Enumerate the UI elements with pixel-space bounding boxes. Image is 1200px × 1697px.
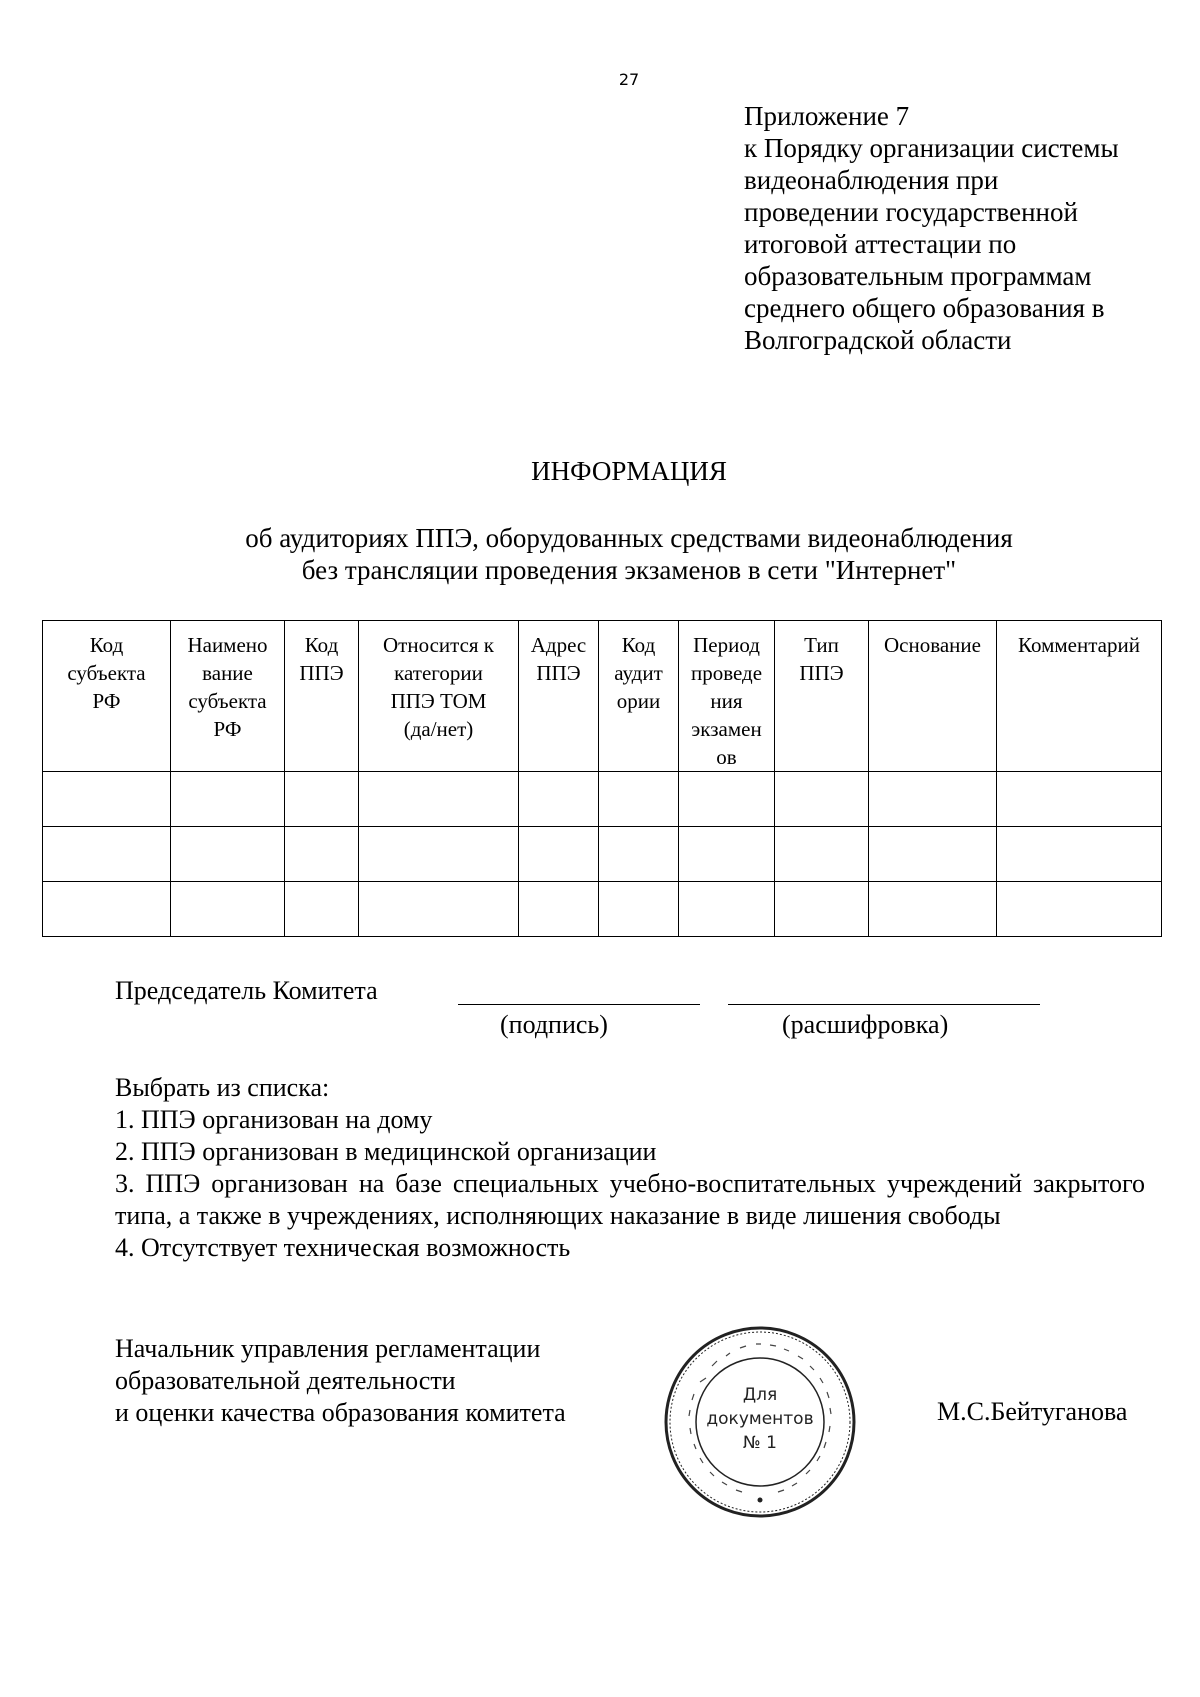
table-cell[interactable] <box>679 827 775 882</box>
choice-list-heading: Выбрать из списка: <box>115 1073 330 1102</box>
official-stamp <box>660 1322 860 1522</box>
header-subject-code: Код субъекта РФ <box>43 621 171 772</box>
signature-caption: (подпись) <box>500 1010 608 1039</box>
document-subtitle <box>0 522 1200 586</box>
choice-list <box>115 1072 1145 1264</box>
table-row <box>43 772 1162 827</box>
table-cell[interactable] <box>679 772 775 827</box>
table-cell[interactable] <box>869 882 997 937</box>
table-cell[interactable] <box>997 772 1162 827</box>
header-ppe-type: Тип ППЭ <box>775 621 869 772</box>
name-decode-caption: (расшифровка) <box>782 1010 949 1039</box>
signature-line[interactable] <box>458 1004 700 1005</box>
table-cell[interactable] <box>43 772 171 827</box>
table-cell[interactable] <box>997 827 1162 882</box>
appendix-line: проведении государственной <box>744 197 1078 227</box>
table-cell[interactable] <box>775 772 869 827</box>
table-cell[interactable] <box>171 772 285 827</box>
table-cell[interactable] <box>599 827 679 882</box>
table-cell[interactable] <box>359 827 519 882</box>
table-header-row <box>43 621 1162 772</box>
page-number: 27 <box>618 70 640 89</box>
table-cell[interactable] <box>43 827 171 882</box>
table-cell[interactable] <box>285 882 359 937</box>
appendix-line: Волгоградской области <box>744 325 1012 355</box>
table-cell[interactable] <box>43 882 171 937</box>
list-item: 4. Отсутствует техническая возможность <box>115 1233 571 1262</box>
table-cell[interactable] <box>599 882 679 937</box>
head-position-line: образовательной деятельности <box>115 1366 456 1395</box>
table-cell[interactable] <box>285 772 359 827</box>
signatory-name: М.С.Бейтуганова <box>937 1397 1128 1426</box>
head-position-line: и оценки качества образования комитета <box>115 1398 566 1427</box>
header-basis: Основание <box>869 621 997 772</box>
table-cell[interactable] <box>171 882 285 937</box>
appendix-reference <box>744 100 1164 356</box>
document-title: ИНФОРМАЦИЯ <box>531 456 727 486</box>
table-cell[interactable] <box>775 882 869 937</box>
appendix-line: среднего общего образования в <box>744 293 1105 323</box>
appendix-line: итоговой аттестации по <box>744 229 1017 259</box>
stamp-line: документов <box>706 1409 814 1429</box>
stamp-line: Для <box>742 1385 778 1405</box>
table-cell[interactable] <box>359 772 519 827</box>
list-item: 1. ППЭ организован на дому <box>115 1105 433 1134</box>
header-tom-category: Относится к категории ППЭ ТОМ (да/нет) <box>359 621 519 772</box>
table-cell[interactable] <box>869 772 997 827</box>
table-row <box>43 882 1162 937</box>
table-row <box>43 827 1162 882</box>
stamp-line: № 1 <box>743 1433 777 1453</box>
table-cell[interactable] <box>171 827 285 882</box>
header-ppe-address: Адрес ППЭ <box>519 621 599 772</box>
signatory-position: Председатель Комитета <box>115 976 378 1005</box>
table-cell[interactable] <box>869 827 997 882</box>
information-table <box>42 620 1162 937</box>
header-comment: Комментарий <box>997 621 1162 772</box>
list-item: 3. ППЭ организован на базе специальных учебно-воспитательных учреждений закрытого типа, а также в учреждениях, исполняющих наказание в виде лишения свободы <box>115 1169 1145 1230</box>
name-decode-line[interactable] <box>728 1004 1040 1005</box>
appendix-line: к Порядку организации системы <box>744 133 1119 163</box>
table-cell[interactable] <box>519 772 599 827</box>
table-cell[interactable] <box>359 882 519 937</box>
table-cell[interactable] <box>519 827 599 882</box>
header-subject-name: Наимено вание субъекта РФ <box>171 621 285 772</box>
subtitle-line-1: об аудиториях ППЭ, оборудованных средствами видеонаблюдения <box>245 523 1013 553</box>
head-position-line: Начальник управления регламентации <box>115 1334 541 1363</box>
appendix-line: образовательным программам <box>744 261 1092 291</box>
header-room-code: Код аудит ории <box>599 621 679 772</box>
table-cell[interactable] <box>775 827 869 882</box>
table-cell[interactable] <box>599 772 679 827</box>
list-item: 2. ППЭ организован в медицинской организации <box>115 1137 657 1166</box>
subtitle-line-2: без трансляции проведения экзаменов в сети "Интернет" <box>301 555 957 585</box>
table-cell[interactable] <box>679 882 775 937</box>
table-cell[interactable] <box>997 882 1162 937</box>
header-ppe-code: Код ППЭ <box>285 621 359 772</box>
header-exam-period: Период проведе ния экзамен ов <box>679 621 775 772</box>
appendix-line: Приложение 7 <box>744 101 910 131</box>
head-position <box>115 1333 566 1429</box>
table-cell[interactable] <box>285 827 359 882</box>
table-cell[interactable] <box>519 882 599 937</box>
appendix-line: видеонаблюдения при <box>744 165 999 195</box>
